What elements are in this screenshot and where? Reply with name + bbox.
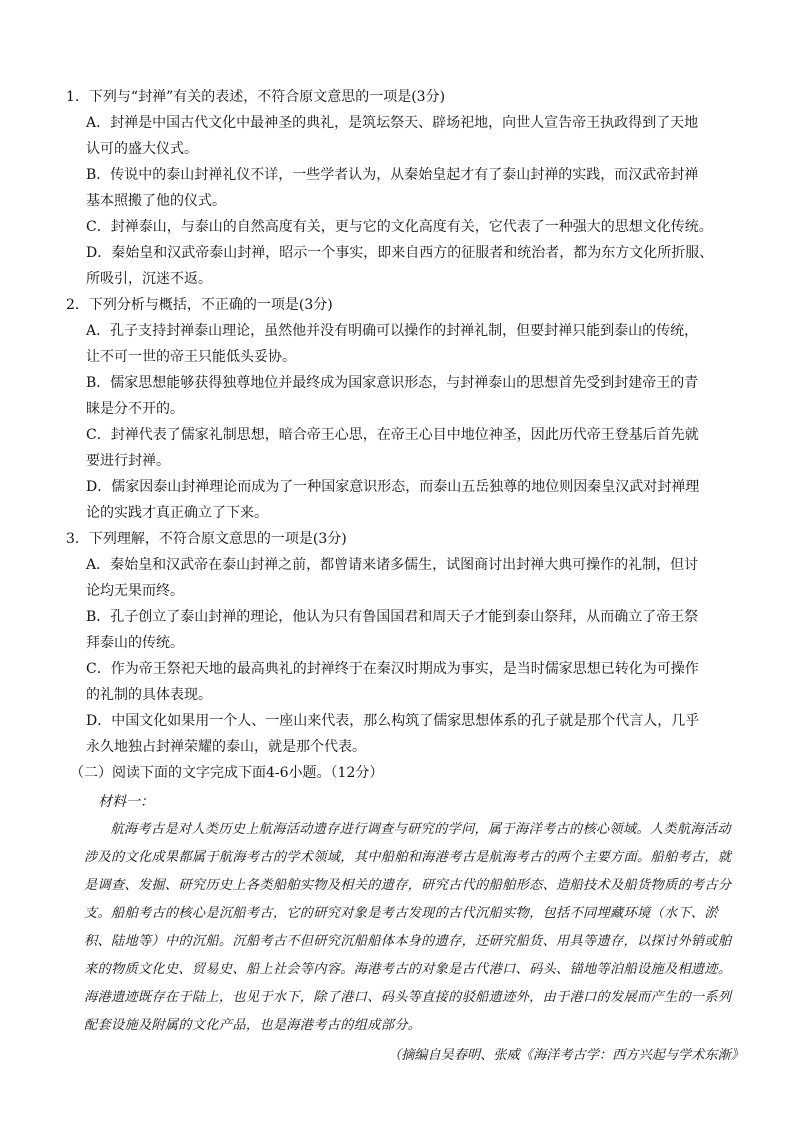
option-b: B．儒家思想能够获得独尊地位并最终成为国家意识形态，与封禅泰山的思想首先受到封建帝王的青 睐是分不开的。: [86, 375, 699, 417]
material-paragraph: 航海考古是对人类历史上航海活动遗存进行调查与研究的学问，属于海洋考古的核心领域。人类航海活动涉及的文化成果都属于航海考古的学术领域，其中船舶和海港考古是航海考古的两个主要方面。船舶考古，就是调查、发掘、研究历史上各类船舶实物及相关的遗存，研究古代的船舶形态、造船技术及船货物质的考古分支。船舶考古的核心是沉船考古，它的研究对象是考古发现的古代沉船实物，包括不同埋藏环境（水下、淤积、陆地等）中的沉船。沉船考古不但研究沉船船体本身的遗存，还研究船货、用具等遗存，以探讨外销或舶来的物质文化史、贸易史、船上社会等内容。海港考古的对象是古代港口、码头、锚地等泊船设施及相遗迹。海港遗迹既存在于陆上，也见于水下，除了港口、码头等直接的驳船遗迹外，由于港口的发展而产生的一系列配套设施及附属的文化产品，也是海港考古的组成部分。: [84, 822, 732, 1033]
option-a: A．封禅是中国古代文化中最神圣的典礼，是筑坛祭天、辟场祀地，向世人宣告帝王执政得到了天地 认可的盛大仪式。: [86, 115, 699, 157]
question-stem: 1．下列与“封禅”有关的表述，不符合原文意思的一项是(3分): [66, 89, 446, 105]
option-c: C．封禅代表了儒家礼制思想，暗合帝王心思，在帝王心目中地位神圣，因此历代帝王登基后首先就 要进行封禅。: [86, 427, 699, 469]
option-b: B．传说中的泰山封禅礼仪不详，一些学者认为，从秦始皇起才有了泰山封禅的实践，而汉武帝封禅 基本照搬了他的仪式。: [86, 167, 699, 209]
source-citation: （摘编自吴春明、张威《海洋考古学：西方兴起与学术东渐》: [387, 1048, 744, 1063]
option-a: A．孔子支持封禅泰山理论，虽然他并没有明确可以操作的封禅礼制，但要封禅只能到泰山的传统， 让不可一世的帝王只能低头妥协。: [86, 323, 699, 365]
section-heading: （二）阅读下面的文字完成下面4-6小题。（12分）: [70, 765, 384, 781]
question-stem: 3．下列理解，不符合原文意思的一项是(3分): [66, 531, 347, 547]
option-d: D．秦始皇和汉武帝泰山封禅，昭示一个事实，即来自西方的征服者和统治者，都为东方文化所折服、 所吸引，沉迷不返。: [86, 245, 714, 287]
question-1: [66, 84, 734, 292]
option-b: B．孔子创立了泰山封禅的理论，他认为只有鲁国国君和周天子才能到泰山祭拜，从而确立了帝王祭 拜泰山的传统。: [86, 609, 699, 651]
question-2: [66, 292, 734, 526]
reading-section-2: [66, 760, 744, 1070]
option-a: A．秦始皇和汉武帝在泰山封禅之前，都曾请来诸多儒生，试图商讨出封禅大典可操作的礼制，但讨 论均无果而终。: [86, 557, 699, 599]
option-c: C．封禅泰山，与泰山的自然高度有关，更与它的文化高度有关，它代表了一种强大的思想文化传统。: [86, 219, 713, 235]
question-stem: 2．下列分析与概括，不正确的一项是(3分): [66, 297, 333, 313]
option-c: C．作为帝王祭祀天地的最高典礼的封禅终于在秦汉时期成为事实，是当时儒家思想已转化为可操作 的礼制的具体表现。: [86, 661, 699, 703]
option-d: D．儒家因泰山封禅理论而成为了一种国家意识形态，而泰山五岳独尊的地位则因秦皇汉武对封禅理 论的实践才真正确立了下来。: [86, 479, 700, 521]
question-3: [66, 526, 734, 760]
material-label: 材料一：: [98, 794, 154, 810]
option-d: D．中国文化如果用一个人、一座山来代表，那么构筑了儒家思想体系的孔子就是那个代言人，几乎 永久地独占封禅荣耀的泰山，就是那个代表。: [86, 713, 700, 755]
